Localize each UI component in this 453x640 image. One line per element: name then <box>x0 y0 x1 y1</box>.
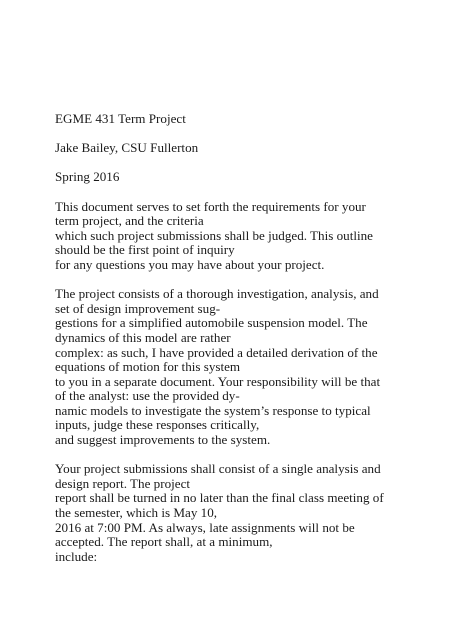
author-line: Jake Bailey, CSU Fullerton <box>55 140 199 156</box>
text-line: to you in a separate document. Your responsibility will be that <box>55 373 381 389</box>
text-line: equations of motion for this system <box>55 359 241 375</box>
paragraph-project-scope <box>55 287 445 448</box>
text-line: complex: as such, I have provided a detailed derivation of the <box>55 344 378 360</box>
text-line: Your project submissions shall consist of a single analysis and <box>55 461 381 477</box>
text-line: design report. The project <box>55 475 191 491</box>
paragraph-intro <box>55 200 445 273</box>
text-line: of the analyst: use the provided dy- <box>55 388 240 404</box>
text-line: dynamics of this model are rather <box>55 329 231 345</box>
document-body <box>55 112 445 579</box>
course-title: EGME 431 Term Project <box>55 111 186 126</box>
text-line: accepted. The report shall, at a minimum, <box>55 534 273 550</box>
text-line: include: <box>55 548 98 564</box>
term-line: Spring 2016 <box>55 169 120 185</box>
text-line: The project consists of a thorough investigation, analysis, and <box>55 286 379 302</box>
text-line: term project, and the criteria <box>55 213 204 229</box>
text-line: the semester, which is May 10, <box>55 505 218 521</box>
text-line: and suggest improvements to the system. <box>55 432 271 448</box>
text-line: This document serves to set forth the requirements for your <box>55 198 366 214</box>
text-line: report shall be turned in no later than the final class meeting of <box>55 490 384 506</box>
paragraph-submissions <box>55 462 445 564</box>
text-line: gestions for a simplified automobile suspension model. The <box>55 315 368 331</box>
text-line: for any questions you may have about your project. <box>55 256 325 272</box>
text-line: set of design improvement sug- <box>55 300 221 316</box>
text-line: namic models to investigate the system’s response to typical <box>55 402 371 418</box>
text-line: inputs, judge these responses critically, <box>55 417 260 433</box>
text-line: which such project submissions shall be judged. This outline <box>55 227 373 243</box>
text-line: 2016 at 7:00 PM. As always, late assignments will not be <box>55 519 355 535</box>
text-line: should be the first point of inquiry <box>55 242 235 258</box>
